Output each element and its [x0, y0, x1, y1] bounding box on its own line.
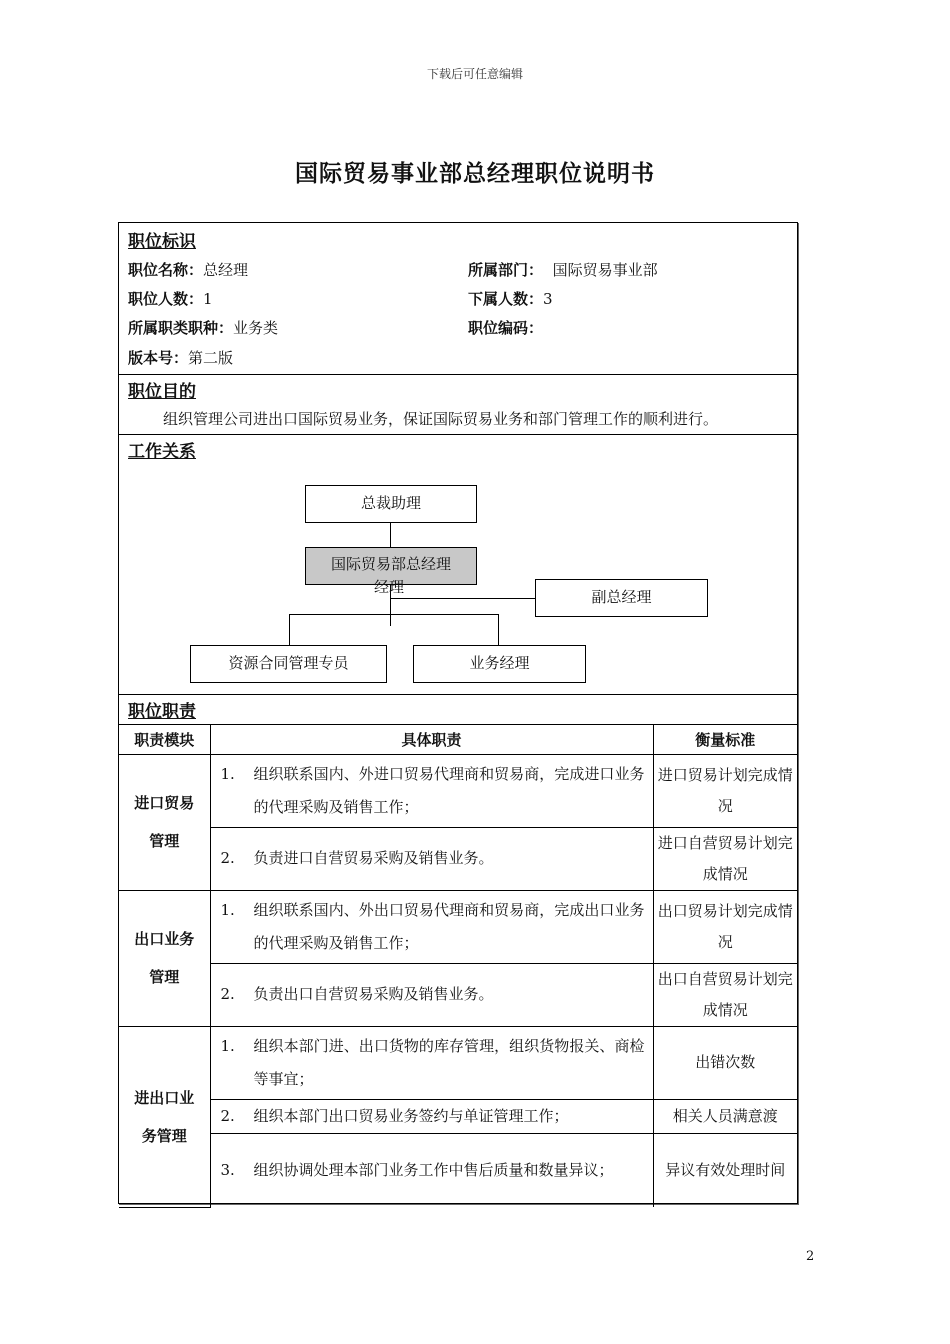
connector-line	[498, 614, 499, 645]
purpose-section	[119, 375, 797, 435]
header-duty: 具体职责	[210, 725, 653, 754]
duty-number: 2.	[220, 985, 235, 1003]
duty-cell	[210, 1099, 653, 1133]
module-name-line: 进出口业	[134, 1088, 195, 1107]
module-name-line: 进口贸易	[134, 794, 195, 812]
headcount-value: 1	[203, 290, 213, 308]
standard-cell: 异议有效处理时间	[653, 1133, 797, 1207]
duty-text: 组织联系国内、外出口贸易代理商和贸易商，完成出口业务的代理采购及销售工作；	[253, 900, 645, 952]
table-row	[119, 827, 797, 890]
version-row	[128, 347, 233, 368]
module-name-line: 管理	[149, 832, 180, 850]
table-header-row	[119, 725, 797, 754]
relations-section	[119, 435, 797, 695]
org-box-deputy-manager: 副总经理	[535, 579, 708, 617]
job-description-form	[118, 222, 798, 1204]
duty-text: 组织本部门进、出口货物的库存管理，组织货物报关、商检等事宜；	[253, 1036, 645, 1088]
table-row	[119, 1133, 797, 1207]
duty-number: 3.	[220, 1160, 235, 1179]
page-title: 国际贸易事业部总经理职位说明书	[295, 161, 655, 187]
code-label: 职位编码：	[468, 319, 544, 337]
header-module: 职责模块	[119, 725, 210, 754]
table-row	[119, 963, 797, 1026]
duty-text: 组织协调处理本部门业务工作中售后质量和数量异议；	[253, 1160, 614, 1179]
duty-cell	[210, 1026, 653, 1099]
connector-line	[390, 522, 391, 547]
department-label: 所属部门：	[468, 261, 544, 279]
page-number: 2	[806, 1249, 815, 1264]
duty-text: 组织本部门出口贸易业务签约与单证管理工作；	[253, 1106, 569, 1125]
module-name-line: 出口业务	[134, 930, 195, 948]
org-box-president-assistant: 总裁助理	[305, 485, 477, 523]
duty-text: 组织联系国内、外进口贸易代理商和贸易商，完成进口业务的代理采购及销售工作；	[253, 764, 645, 816]
duty-cell	[210, 827, 653, 890]
duties-section-title: 职位职责	[128, 702, 196, 722]
category-value: 业务类	[233, 319, 279, 337]
version-value: 第二版	[188, 349, 234, 367]
org-box-overflow-text: 经理	[374, 578, 405, 596]
duty-cell	[210, 890, 653, 963]
table-row	[119, 1026, 797, 1099]
identity-section	[119, 223, 797, 375]
table-row	[119, 754, 797, 827]
purpose-text: 组织管理公司进出口国际贸易业务，保证国际贸易业务和部门管理工作的顺利进行。	[163, 410, 719, 428]
category-row	[128, 317, 278, 338]
relations-section-title: 工作关系	[128, 442, 196, 462]
standard-cell: 出错次数	[653, 1026, 797, 1099]
identity-section-title: 职位标识	[128, 232, 196, 252]
subordinates-value: 3	[543, 290, 553, 308]
header-standard: 衡量标准	[653, 725, 797, 754]
header-note: 下载后可任意编辑	[426, 67, 523, 81]
org-box-contract-specialist: 资源合同管理专员	[190, 645, 387, 683]
headcount-label: 职位人数：	[128, 290, 204, 308]
position-name-value: 总经理	[203, 261, 249, 279]
connector-line	[289, 614, 499, 615]
duties-table	[119, 725, 797, 1208]
duty-number: 2.	[220, 1106, 235, 1125]
standard-cell: 出口自营贸易计划完成情况	[653, 963, 797, 1026]
subordinates-label: 下属人数：	[468, 290, 544, 308]
duty-number: 1.	[220, 764, 235, 783]
position-name-row	[128, 259, 248, 280]
duties-section	[119, 695, 797, 725]
module-cell	[119, 1026, 210, 1207]
table-row	[119, 890, 797, 963]
department-value: 国际贸易事业部	[552, 261, 658, 279]
duty-cell	[210, 1133, 653, 1207]
standard-cell: 出口贸易计划完成情况	[653, 890, 797, 963]
standard-cell: 进口贸易计划完成情况	[653, 754, 797, 827]
standard-cell: 相关人员满意渡	[653, 1099, 797, 1133]
duty-cell	[210, 754, 653, 827]
category-label: 所属职类职种：	[128, 319, 234, 337]
department-row	[468, 259, 658, 280]
purpose-section-title: 职位目的	[128, 382, 196, 402]
duty-number: 1.	[220, 900, 235, 919]
module-name-line: 管理	[149, 968, 180, 986]
standard-cell: 进口自营贸易计划完成情况	[653, 827, 797, 890]
module-name-line: 务管理	[141, 1126, 187, 1145]
headcount-row	[128, 288, 213, 309]
duty-text: 负责进口自营贸易采购及销售业务。	[253, 849, 494, 867]
module-cell	[119, 890, 210, 1026]
subordinates-row	[468, 288, 553, 309]
connector-line	[390, 598, 535, 599]
module-cell	[119, 754, 210, 890]
code-row	[468, 317, 543, 338]
position-name-label: 职位名称：	[128, 261, 204, 279]
duty-number: 1.	[220, 1036, 235, 1055]
duty-text: 负责出口自营贸易采购及销售业务。	[253, 985, 494, 1003]
org-box-general-manager-label: 国际贸易部总经理	[330, 555, 451, 573]
connector-line	[289, 614, 290, 645]
org-box-business-manager: 业务经理	[413, 645, 586, 683]
table-row	[119, 1099, 797, 1133]
duty-cell	[210, 963, 653, 1026]
version-label: 版本号：	[128, 349, 189, 367]
duty-number: 2.	[220, 849, 235, 867]
